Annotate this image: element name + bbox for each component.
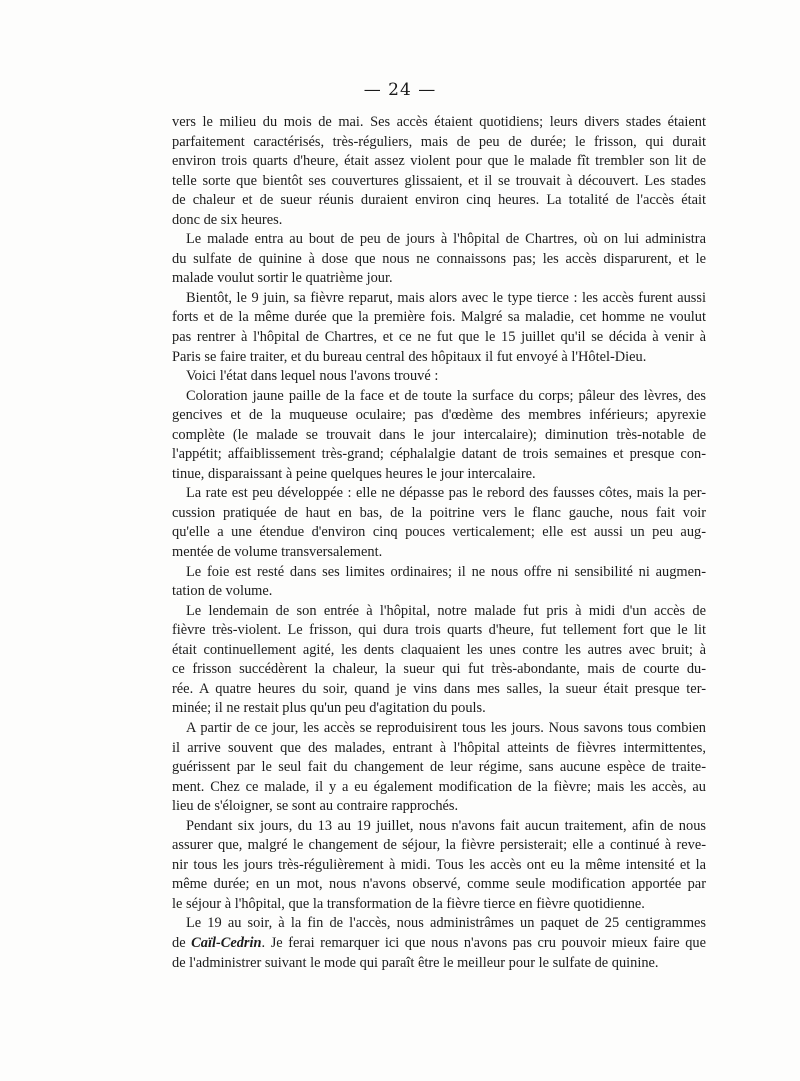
text-line: minée; il ne restait plus qu'un peu d'agitation du pouls.: [172, 700, 486, 717]
text-line: Bientôt, le 9 juin, sa fièvre reparut, mais alors avec le type tierce : les accès furent aussi: [186, 289, 706, 306]
text-line: même durée; en un mot, nous n'avons observé, comme seule modification apportée par: [172, 876, 706, 893]
text-line: Paris se faire traiter, et du bureau central des hôpitaux il fut envoyé à l'Hôtel-Dieu.: [172, 348, 647, 365]
paragraph: [172, 914, 706, 973]
paragraph: [172, 367, 706, 387]
text-line: nir tous les jours très-régulièrement à midi. Tous les accès ont eu la même intensité et la: [172, 856, 706, 873]
text-line: A partir de ce jour, les accès se reproduisirent tous les jours. Nous savons tous combien: [186, 719, 706, 736]
body-text: [172, 113, 706, 973]
text-line: vers le milieu du mois de mai. Ses accès étaient quotidiens; leurs divers stades étaient: [172, 114, 706, 130]
text-line: de chaleur et de sueur réunis duraient environ cinq heures. La totalité de l'accès était: [172, 192, 706, 209]
text-fragment: de: [172, 934, 192, 951]
text-line: malade voulut sortir le quatrième jour.: [172, 270, 393, 287]
text-line: qu'elle a une étendue d'environ cinq pouces verticalement; elle est aussi un peu aug-: [172, 524, 706, 541]
text-line: cussion pratiquée de haut en bas, de la poitrine vers le flanc gauche, nous fait voir: [172, 504, 706, 521]
paragraph: [172, 602, 706, 719]
text-line: gencives et de la muqueuse oculaire; pas d'œdème des membres inférieurs; apyrexie: [172, 407, 706, 424]
text-line: tation de volume.: [172, 583, 273, 600]
text-line: Le foie est resté dans ses limites ordinaires; il ne nous offre ni sensibilité ni augmen-: [186, 563, 706, 580]
text-line: Le lendemain de son entrée à l'hôpital, notre malade fut pris à midi d'un accès de: [186, 602, 706, 619]
text-line: Pendant six jours, du 13 au 19 juillet, nous n'avons fait aucun traitement, afin de nous: [186, 817, 706, 834]
text-line: Coloration jaune paille de la face et de toute la surface du corps; pâleur des lèvres, des: [186, 387, 706, 404]
text-fragment: . Je ferai remarquer ici que nous n'avons pas cru pouvoir mieux faire que: [261, 934, 706, 951]
text-line: donc de six heures.: [172, 211, 283, 228]
page-number: — 24 —: [363, 80, 437, 100]
paragraph: [172, 719, 706, 817]
text-line: parfaitement caractérisés, très-réguliers, mais de peu de durée; le frisson, qui durait: [172, 133, 706, 150]
text-line: pas rentrer à l'hôpital de Chartres, et ce ne fut que le 15 juillet qu'il se décida à venir à: [172, 329, 706, 346]
text-line: de l'administrer suivant le mode qui paraît être le meilleur pour le sulfate de quinine.: [172, 954, 659, 971]
paragraph: [172, 387, 706, 485]
text-line: ment. Chez ce malade, il y a eu également modification de la fièvre; mais les accès, au: [172, 778, 706, 795]
text-line: le séjour à l'hôpital, que la transformation de la fièvre tierce en fièvre quotidienne.: [172, 895, 645, 912]
paragraph: [172, 484, 706, 562]
text-line: fièvre très-violent. Le frisson, qui dura trois quarts d'heure, fut tellement fort que le lit: [172, 622, 706, 639]
paragraph: [172, 113, 706, 230]
text-line: il arrive souvent que des malades, entrant à l'hôpital atteints de fièvres intermittentes,: [172, 739, 706, 756]
text-line: forts et de la même durée que la première fois. Malgré sa maladie, cet homme ne voulut: [172, 309, 706, 326]
text-line: lieu de s'éloigner, se sont au contraire rapprochés.: [172, 798, 459, 815]
text-line: [172, 934, 706, 954]
paragraph: [172, 230, 706, 289]
text-line: rée. A quatre heures du soir, quand je vins dans mes salles, la sueur était presque ter-: [172, 680, 706, 697]
paragraph: [172, 817, 706, 915]
text-line: tinue, disparaissant à peine quelques heures le jour intercalaire.: [172, 465, 536, 482]
text-line: Voici l'état dans lequel nous l'avons trouvé :: [186, 368, 439, 385]
text-line: Le malade entra au bout de peu de jours à l'hôpital de Chartres, où on lui administra: [186, 231, 706, 248]
text-line: Le 19 au soir, à la fin de l'accès, nous administrâmes un paquet de 25 centigrammes: [186, 915, 706, 932]
text-line: du sulfate de quinine à dose que nous ne connaissons pas; les accès disparurent, et le: [172, 250, 706, 267]
paragraph: [172, 563, 706, 602]
text-line: telle sorte que bientôt ses couvertures glissaient, et il se trouvait à découvert. Les stades: [172, 172, 706, 189]
text-line: complète (le malade se trouvait dans le jour intercalaire); diminution très-notable de: [172, 426, 706, 443]
text-line: environ trois quarts d'heure, était assez violent pour que le malade fît trembler son lit de: [172, 153, 706, 170]
text-line: ce frisson succédèrent la chaleur, la sueur qui fut très-abondante, mais de courte du-: [172, 661, 706, 678]
text-line: guérissent par le seul fait du changement de leur régime, sans aucune espèce de traite-: [172, 759, 706, 776]
text-line: l'appétit; affaiblissement très-grand; céphalalgie datant de trois semaines et presque con-: [172, 446, 706, 463]
text-line: mentée de volume transversalement.: [172, 544, 383, 561]
text-line: La rate est peu développée : elle ne dépasse pas le rebord des fausses côtes, mais la per-: [186, 485, 706, 502]
text-line: assurer que, malgré le changement de séjour, la fièvre persisterait; elle a continué à reve-: [172, 837, 706, 854]
text-line: était continuellement agité, les dents claquaient les unes contre les autres avec bruit; à: [172, 641, 706, 658]
paragraph: [172, 289, 706, 367]
drug-name: Caïl-Cedrin: [191, 934, 262, 951]
